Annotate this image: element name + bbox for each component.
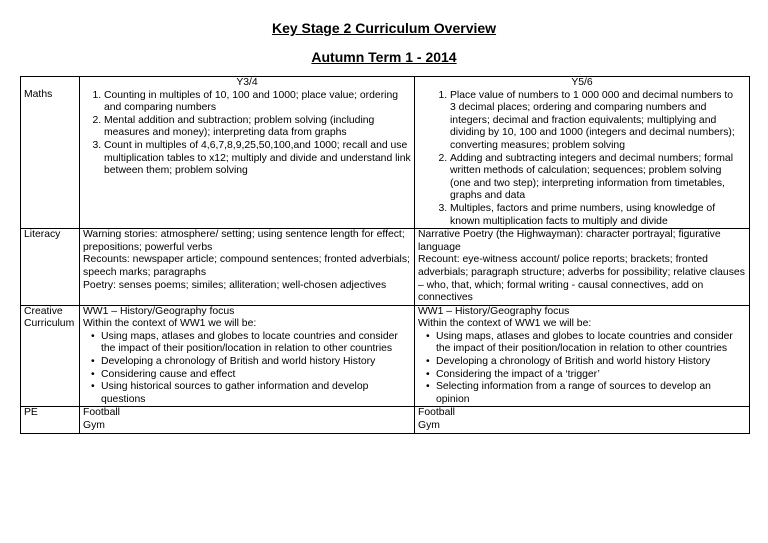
pe-y34-cell bbox=[80, 407, 415, 433]
text-line: Gym bbox=[418, 420, 440, 432]
col-header-y34: Y3/4 bbox=[236, 77, 258, 88]
creative-row bbox=[21, 305, 750, 407]
maths-y56-list bbox=[418, 90, 746, 229]
literacy-label: Literacy bbox=[21, 229, 80, 306]
text-line: Football bbox=[418, 407, 455, 419]
list-item: • Selecting information from a range of sources to develop an opinion bbox=[430, 381, 746, 406]
list-item: • Considering cause and effect bbox=[95, 369, 411, 382]
list-item: 3. Multiples, factors and prime numbers, using knowledge of known multiplication facts to multiply and divide bbox=[450, 203, 740, 228]
page-subtitle: Autumn Term 1 - 2014 bbox=[311, 49, 457, 65]
pe-label: PE bbox=[21, 407, 80, 433]
creative-y34-list bbox=[83, 331, 411, 407]
list-item: 2. Adding and subtracting integers and decimal numbers; formal written methods of calculation; sequences; problem solving (one and two step); interpreting information from timetables, graphs and data bbox=[450, 153, 740, 203]
focus-line: WW1 – History/Geography focus bbox=[83, 305, 235, 317]
list-item: 2. Mental addition and subtraction; problem solving (including measures and money); interpreting data from graphs bbox=[104, 115, 411, 140]
creative-label: Creative Curriculum bbox=[21, 305, 80, 407]
list-item: • Developing a chronology of British and world history History bbox=[95, 356, 411, 369]
creative-y34-cell bbox=[80, 305, 415, 407]
maths-y34-cell bbox=[80, 77, 415, 229]
list-item: 1. Place value of numbers to 1 000 000 and decimal numbers to 3 decimal places; ordering and comparing numbers and integers; decimal and fraction equivalents; multiplying and dividing by 10, 100 and 1000 (integers and decimal numbers); converting measures; problem solving bbox=[450, 90, 740, 153]
intro-line: Within the context of WW1 we will be: bbox=[418, 318, 592, 330]
literacy-y34-cell bbox=[80, 229, 415, 306]
page-title: Key Stage 2 Curriculum Overview bbox=[271, 20, 497, 36]
creative-y56-list bbox=[418, 331, 746, 407]
intro-line: Within the context of WW1 we will be: bbox=[83, 318, 257, 330]
list-item: • Using maps, atlases and globes to locate countries and consider the impact of their position/location in relation to other countries bbox=[430, 331, 746, 356]
list-item: • Using historical sources to gather information and develop questions bbox=[95, 381, 411, 406]
maths-y34-list bbox=[83, 90, 411, 178]
creative-y56-cell bbox=[415, 305, 750, 407]
pe-y56-cell bbox=[415, 407, 750, 433]
maths-label bbox=[21, 77, 80, 229]
text-line: Gym bbox=[83, 420, 105, 432]
focus-line: WW1 – History/Geography focus bbox=[418, 305, 570, 317]
list-item: • Developing a chronology of British and world history History bbox=[430, 356, 746, 369]
text-line: Poetry: senses poems; similes; alliteration; well-chosen adjectives bbox=[83, 279, 387, 291]
text-line: Recounts: newspaper article; compound sentences; fronted adverbials; speech marks; paragraphs bbox=[83, 254, 410, 278]
text-line: Narrative Poetry (the Highwayman): character portrayal; figurative language bbox=[418, 229, 721, 253]
maths-row bbox=[21, 77, 750, 229]
maths-y56-cell bbox=[415, 77, 750, 229]
text-line: Football bbox=[83, 407, 120, 419]
list-item: 3. Count in multiples of 4,6,7,8,9,25,50,100,and 1000; recall and use multiplication tables to x12; multiply and divide and understand link between them; problem solving bbox=[104, 140, 411, 178]
curriculum-table bbox=[20, 76, 750, 434]
text-line: Warning stories: atmosphere/ setting; using sentence length for effect; prepositions; powerful verbs bbox=[83, 229, 405, 253]
list-item: 1. Counting in multiples of 10, 100 and 1000; place value; ordering and comparing numbers bbox=[104, 90, 411, 115]
maths-label-text: Maths bbox=[24, 89, 53, 100]
text-line: Recount: eye-witness account/ police reports; brackets; fronted adverbials; paragraph structure; adverbs for possibility; relative clauses – who, that, which; formal writing - causal connectives, add on connectives bbox=[418, 254, 745, 304]
literacy-y56-cell bbox=[415, 229, 750, 306]
col-header-y56: Y5/6 bbox=[571, 77, 593, 88]
literacy-row bbox=[21, 229, 750, 306]
list-item: • Considering the impact of a ‘trigger’ bbox=[430, 369, 746, 382]
pe-row bbox=[21, 407, 750, 433]
list-item: • Using maps, atlases and globes to locate countries and consider the impact of their position/location in relation to other countries bbox=[95, 331, 411, 356]
